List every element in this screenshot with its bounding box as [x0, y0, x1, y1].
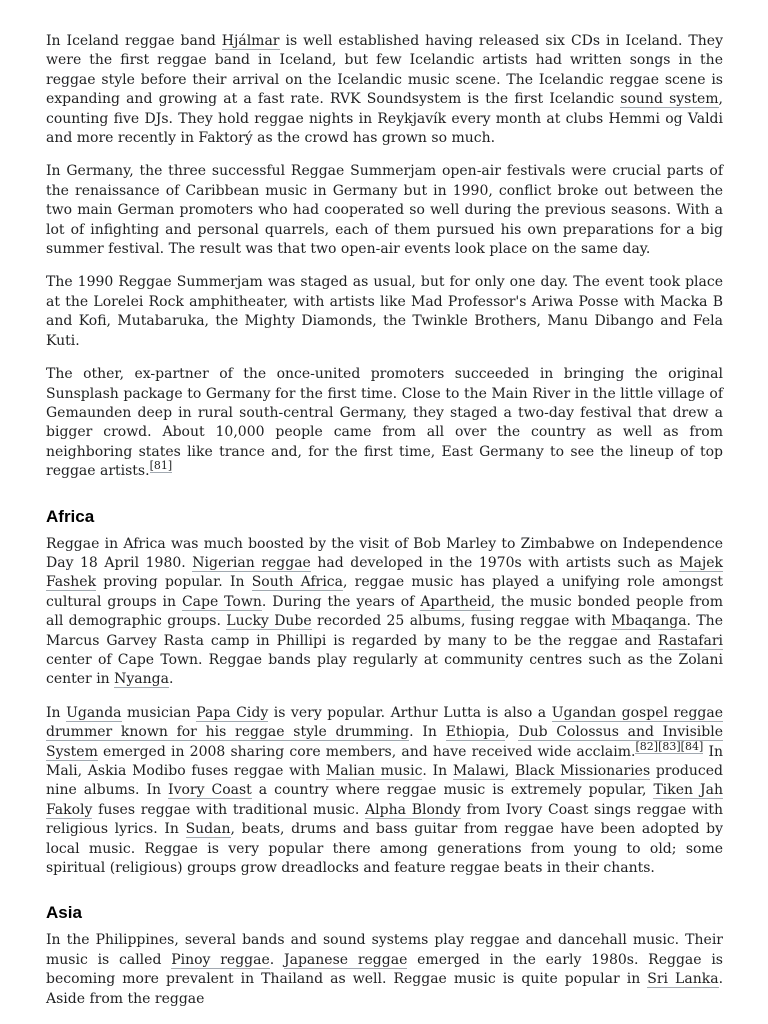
- link-nigerian-reggae[interactable]: Nigerian reggae: [192, 554, 311, 571]
- text: from Ivory Coast sings reggae with religious lyrics. In: [46, 801, 723, 838]
- paragraph-africa-intro: [46, 535, 723, 690]
- text: fuses reggae with traditional music.: [92, 801, 366, 818]
- link-tiken-jah-fakoly[interactable]: Tiken Jah Fakoly: [46, 782, 724, 818]
- text: . In: [409, 724, 446, 741]
- article-body: [46, 32, 723, 1023]
- citation: [635, 740, 703, 753]
- citation: [150, 459, 173, 472]
- link-nyanga[interactable]: Nyanga: [114, 671, 169, 688]
- text: . Aside from the reggae: [46, 971, 724, 1007]
- paragraph-germany-summerjam: In Germany, the three successful Reggae Summerjam open-air festivals were crucial parts of the renaissance of Caribbean music in Germany but in 1990, conflict broke out between the two main German promoters who had cooperated so well during the previous seasons. With a lot of infighting and personal quarrels, each of them pursued his own preparations for a big summer festival. The result was that two open-air events look place on the same day.: [46, 163, 723, 258]
- paragraph-iceland: [46, 32, 723, 148]
- citation-link-83[interactable]: [83]: [658, 739, 681, 753]
- citation-link-81[interactable]: [81]: [149, 459, 173, 473]
- link-cape-town[interactable]: Cape Town: [181, 593, 262, 610]
- link-japanese-reggae[interactable]: Japanese reggae: [284, 951, 408, 968]
- text: In Mali, Askia Modibo fuses reggae with: [46, 743, 723, 779]
- link-sri-lanka[interactable]: Sri Lanka: [647, 971, 719, 988]
- text: emerged in the early 1980s. Reggae is becoming more prevalent in Thailand as well. Reggae music is quite popular in: [46, 951, 723, 988]
- section-heading-asia: Asia: [46, 903, 82, 923]
- paragraph-germany-sunsplash: [46, 365, 723, 481]
- link-ugandan-gospel-reggae[interactable]: Ugandan gospel reggae drummer known for his reggae style drumming: [46, 704, 724, 741]
- link-south-africa[interactable]: South Africa: [251, 574, 343, 591]
- text: is very popular. Arthur Lutta is also a: [268, 704, 552, 721]
- link-hjalmar[interactable]: Hjálmar: [221, 33, 280, 49]
- text: musician: [121, 704, 197, 721]
- text: emerged in 2008 sharing core members, and have received wide acclaim.: [97, 743, 636, 760]
- text: a country where reggae music is extremely popular,: [251, 782, 654, 799]
- text: . During the years of: [261, 593, 421, 610]
- link-malawi[interactable]: Malawi: [452, 763, 505, 779]
- link-pinoy-reggae[interactable]: Pinoy reggae: [171, 951, 270, 968]
- link-majek-fashek[interactable]: Majek Fashek: [46, 554, 724, 591]
- text: Reggae in Africa was much boosted by the visit of Bob Marley to Zimbabwe on Independence Day 18 April 1980.: [46, 535, 723, 571]
- text: , beats, drums and bass guitar from reggae have been adopted by local music. Reggae is very popular there among generations from young to old; some spiritual (religious) groups grow dreadlocks and feature reggae beats in their chants.: [46, 821, 723, 877]
- text: , the music bonded people from all demographic groups.: [46, 593, 724, 630]
- text: recorded 25 albums, fusing reggae with: [311, 613, 612, 630]
- text: proving popular. In: [96, 574, 252, 591]
- link-rastafari[interactable]: Rastafari: [657, 632, 723, 649]
- text: , reggae music has played a unifying role amongst cultural groups in: [46, 574, 724, 610]
- link-black-missionaries[interactable]: Black Missionaries: [514, 763, 651, 779]
- paragraph-asia: [46, 931, 723, 1009]
- text: ,: [504, 763, 515, 779]
- text: produced nine albums. In: [46, 763, 723, 799]
- link-apartheid[interactable]: Apartheid: [420, 593, 491, 610]
- text: .: [269, 951, 284, 968]
- link-dub-colossus[interactable]: Dub Colossus and Invisible System: [46, 724, 723, 760]
- text: . The Marcus Garvey Rasta camp in Phillipi is regarded by many to be the reggae and: [46, 613, 723, 649]
- text: .: [168, 671, 174, 688]
- text: The other, ex-partner of the once-united promoters succeeded in bringing the original Sunsplash package to Germany for the first time. Close to the Main River in the little village of Gemaunden deep in rural south-central Germany, they staged a two-day festival that drew a bigger crowd. About 10,000 people came from all over the country as well as from neighboring states like trance and, for the first time, East Germany to see the lineup of top reggae artists.: [46, 366, 723, 480]
- link-alpha-blondy[interactable]: Alpha Blondy: [365, 801, 461, 818]
- link-ethiopia[interactable]: Ethiopia: [445, 724, 506, 741]
- link-mbaqanga[interactable]: Mbaqanga: [611, 613, 687, 630]
- citation-link-82[interactable]: [82]: [635, 739, 659, 753]
- link-papa-cidy[interactable]: Papa Cidy: [196, 704, 269, 721]
- link-ivory-coast[interactable]: Ivory Coast: [168, 782, 252, 799]
- paragraph-africa-countries: [46, 704, 723, 879]
- text: In Iceland reggae band: [46, 33, 222, 49]
- text: ,: [505, 724, 519, 741]
- text: had developed in the 1970s with artists such as: [310, 554, 680, 571]
- section-heading-africa: Africa: [46, 506, 95, 526]
- link-lucky-dube[interactable]: Lucky Dube: [226, 613, 312, 630]
- citation-link-84[interactable]: [84]: [680, 739, 704, 753]
- link-sudan[interactable]: Sudan: [185, 821, 231, 838]
- paragraph-germany-1990: The 1990 Reggae Summerjam was staged as usual, but for only one day. The event took place at the Lorelei Rock amphitheater, with artists like Mad Professor's Ariwa Posse with Macka B and Kofi, Mutabaruka, the Mighty Diamonds, the Twinkle Brothers, Manu Dibango and Fela Kuti.: [46, 274, 723, 349]
- text: is well established having released six CDs in Iceland. They were the first reggae band in Iceland, but few Icelandic artists had written songs in the reggae style before their arrival on the Icelandic music scene. The Icelandic reggae scene is expanding and growing at a fast rate. RVK Soundsystem is the first Icelandic: [46, 33, 723, 108]
- text: center of Cape Town. Reggae bands play regularly at community centres such as the Zolani center in: [46, 651, 723, 688]
- text: In the Philippines, several bands and sound systems play reggae and dancehall music. Their music is called: [46, 932, 723, 968]
- text: , counting five DJs. They hold reggae nights in Reykjavík every month at clubs Hemmi og Valdi and more recently in Faktorý as the crowd has grown so much.: [46, 91, 723, 147]
- link-uganda[interactable]: Uganda: [66, 704, 122, 721]
- text: In: [46, 704, 67, 721]
- text: . In: [422, 763, 453, 779]
- link-malian-music[interactable]: Malian music: [325, 763, 423, 779]
- link-sound-system[interactable]: sound system: [620, 91, 719, 108]
